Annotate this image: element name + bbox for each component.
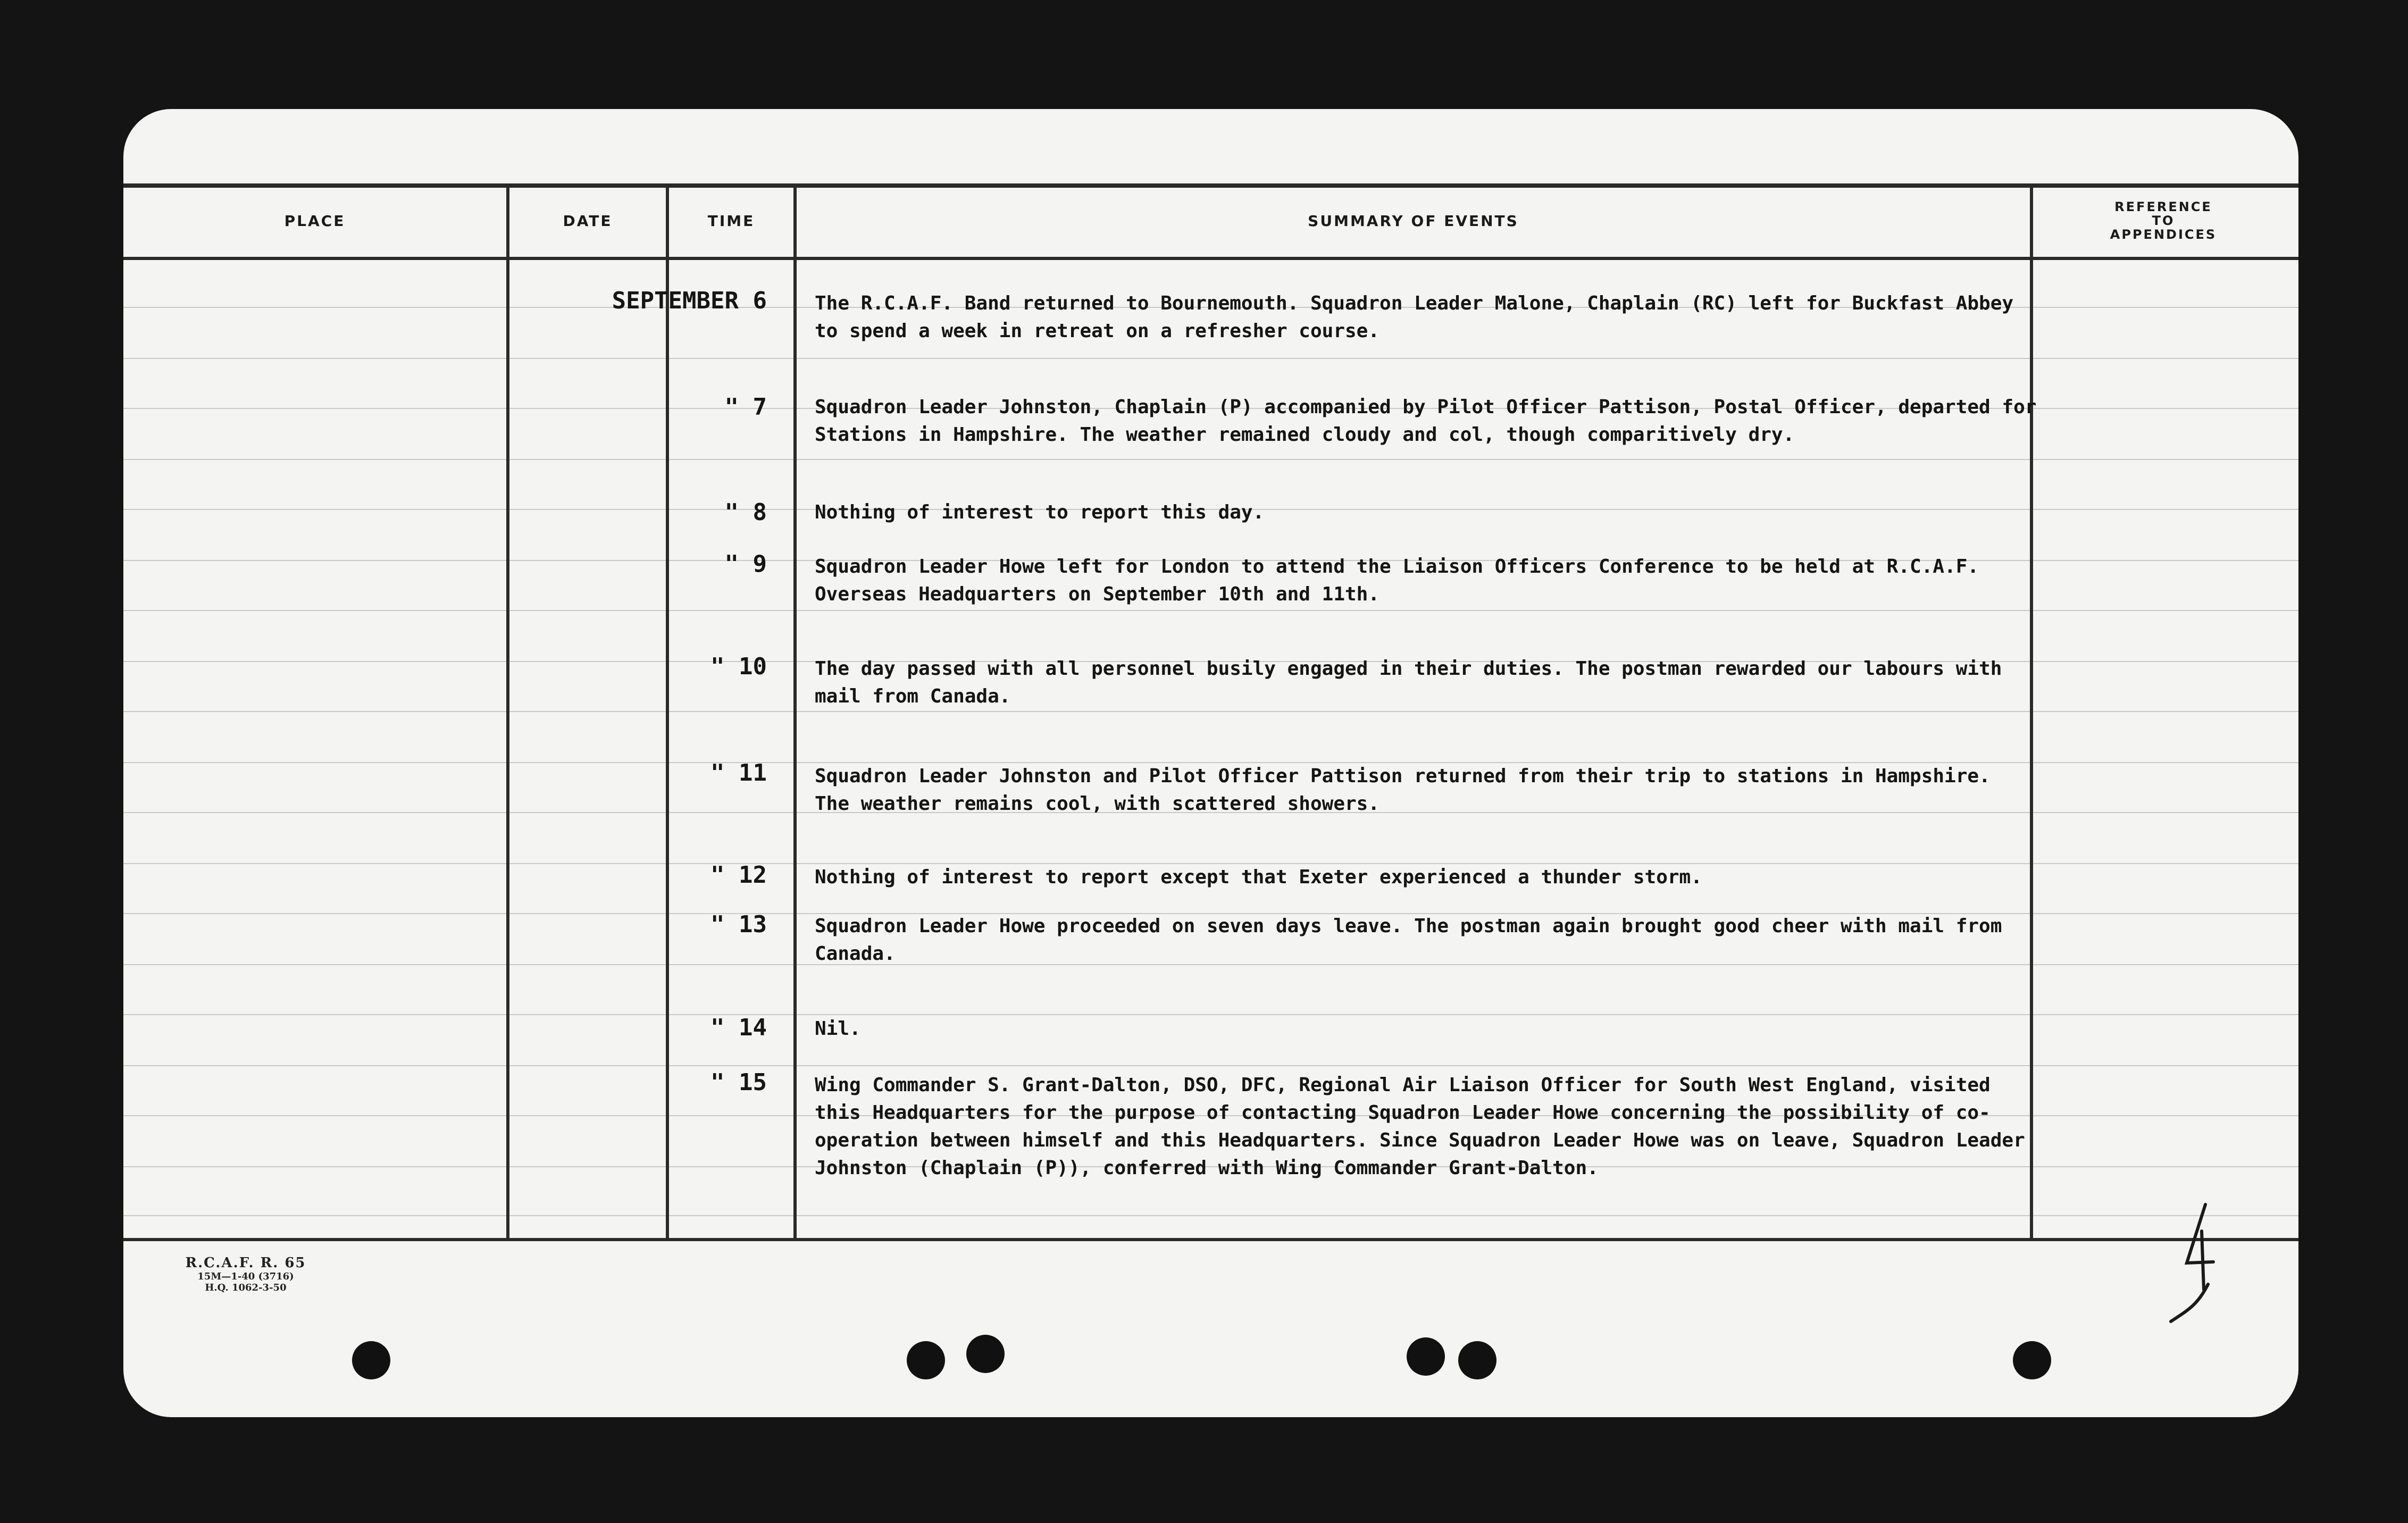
entry-summary: Squadron Leader Johnston and Pilot Officer Pattison returned from their trip to stations in Hampshire. The weather remains cool, with scattered showers. (815, 765, 1991, 815)
entry-date: " 11 (710, 759, 767, 786)
binder-hole (1458, 1341, 1496, 1379)
binder-hole (2013, 1341, 2051, 1379)
form-code-line: 15M—1-40 (3716) (197, 1271, 294, 1282)
header-date: DATE (563, 212, 613, 230)
entry-date: " 15 (710, 1069, 767, 1096)
entry-summary: The R.C.A.F. Band returned to Bournemouth. Squadron Leader Malone, Chaplain (RC) left for Buckfast Abbey to spend a week in retreat on a refresher course. (815, 292, 2014, 342)
header-summary: SUMMARY OF EVENTS (1308, 212, 1519, 230)
binder-hole (907, 1341, 945, 1379)
page-number (2155, 1199, 2229, 1332)
entry-date: " 12 (710, 861, 767, 889)
handwritten-mark-icon (2155, 1199, 2229, 1332)
entry-date: " 9 (724, 550, 767, 578)
binder-hole (352, 1341, 390, 1379)
diary-card (123, 109, 2298, 1417)
entry-summary: Squadron Leader Howe proceeded on seven days leave. The postman again brought good cheer with mail from Canada. (815, 915, 2002, 965)
entry-summary: Nil. (815, 1018, 861, 1040)
header-time: TIME (707, 212, 755, 230)
form-code (155, 1255, 336, 1293)
entry-summary: The day passed with all personnel busily engaged in their duties. The postman rewarded our labours with mail from Canada. (815, 658, 2002, 707)
binder-hole (1407, 1337, 1445, 1376)
form-code-line: H.Q. 1062-3-50 (205, 1282, 287, 1293)
form-code-line: R.C.A.F. R. 65 (185, 1255, 306, 1271)
entry-summary: Squadron Leader Howe left for London to attend the Liaison Officers Conference to be held at R.C.A.F. Overseas Headquarters on September 10th and 11th. (815, 556, 1979, 605)
entry-summary: Nothing of interest to report except that Exeter experienced a thunder storm. (815, 866, 1702, 888)
entry-date: " 13 (710, 911, 767, 938)
column-divider-time (793, 183, 797, 1241)
entry-summary: Nothing of interest to report this day. (815, 501, 1265, 523)
column-divider-place (506, 183, 509, 1241)
entry-summary: Wing Commander S. Grant-Dalton, DSO, DFC, Regional Air Liaison Officer for South West England, visited this Headquarters for the purpose of contacting Squadron Leader Howe concerning the possibility of co- operation between himself and this Headquarters. Since Squadron Leader Howe was on leave, Squadron Leader Johnston (Chaplain (P)), conferred with Wing Commander Grant-Dalton. (815, 1074, 2025, 1179)
header-reference: REFERENCE TO APPENDICES (2110, 199, 2217, 242)
entry-date: " 14 (710, 1014, 767, 1041)
header-place: PLACE (284, 212, 346, 230)
entry-date: " 10 (710, 653, 767, 680)
entry-date: " 7 (724, 394, 767, 421)
entry-date: SEPTEMBER 6 (612, 287, 767, 314)
entry-summary: Squadron Leader Johnston, Chaplain (P) accompanied by Pilot Officer Pattison, Postal Officer, departed for Stations in Hampshire. The weather remained cloudy and col, though comparitively dry. (815, 396, 2037, 446)
table-bottom-rule (123, 1238, 2298, 1241)
entry-date: " 8 (724, 499, 767, 526)
binder-hole (966, 1335, 1005, 1373)
